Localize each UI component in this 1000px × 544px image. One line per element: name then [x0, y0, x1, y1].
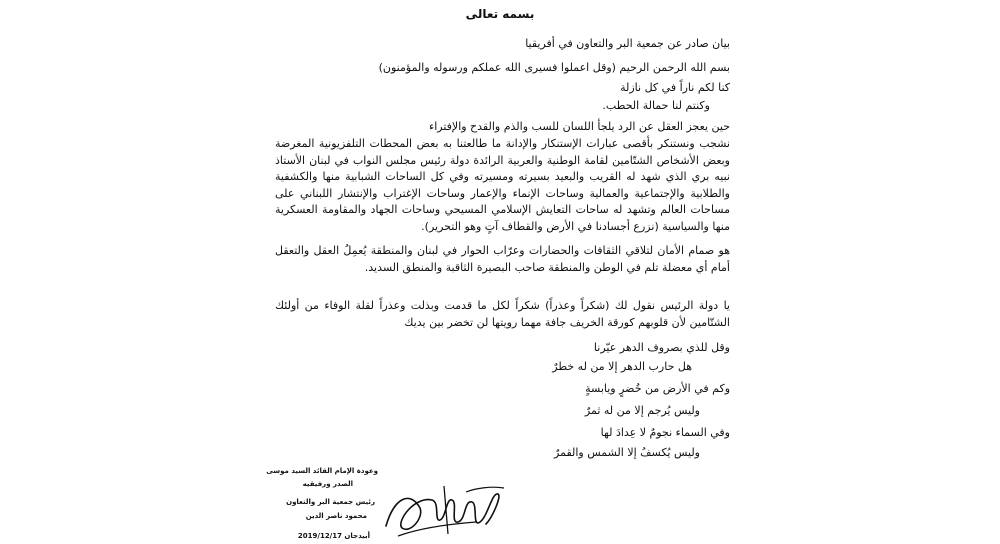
signature-role: رئيس جمعية البر والتعاون — [286, 498, 375, 506]
intro-line: حين يعجز العقل عن الرد يلجأ اللسان للسب والذم والقدح والإفتراء — [429, 120, 730, 133]
poem-line-2: وكم في الأرض من خُضرٍ ويابسةٍ — [585, 382, 730, 395]
basmala-line: بسم الله الرحمن الرحيم (وقل اعملوا فسيرى الله عملكم ورسوله والمؤمنون) — [378, 61, 730, 74]
verse-line-1: كنا لكم ناراً في كل نازلة — [620, 81, 730, 94]
verse-line-2: وكنتم لنا حمالة الحطب. — [602, 99, 710, 112]
paragraph-1: نشجب ونستنكر بأقصى عبارات الإستنكار والإدانة ما طالعتنا به بعض المحطات التلفزيونية المغرضة وبعض الأشخاص الشتّامين لقامة الوطنية والعربية الرائدة دولة رئيس مجلس النواب في لبنان الأستاذ نبيه بري الذي شهد له القريب والبعيد بسيرته ومسيرته وفي كل الساحات الشبابية منها والكشفية والطلابية والإجتماعية والعمالية وساحات الإنماء والإعمار وساحات الإغتراب والإنتشار اللبناني على مساحات العالم وتشهد له ساحات التعايش الإسلامي المسيحي وساحات الجهاد والمقاومة العسكرية منها والسياسية (نزرع أجسادنا في الأرض والقطاف آتٍ وهو التحرير). — [275, 137, 730, 233]
poem-line-3: وليس يُرجم إلا من له ثمرٌ — [584, 404, 700, 417]
paragraph-2: هو صمام الأمان لتلاقي الثقافات والحضارات وعرّاب الحوار في لبنان والمنطقة يُعمِلُ العقل والتعقل أمام أي معضلة تلم في الوطن والمنطقة صاحب البصيرة الثاقبة والمنطق السديد. — [275, 244, 730, 274]
subject-line: بيان صادر عن جمعية البر والتعاون في أفريقيا — [525, 37, 730, 50]
poem-line-5: وليس يُكسفُ إلا الشمس والقمرٌ — [554, 446, 700, 459]
letter-title: بسمه تعالى — [465, 7, 535, 21]
signature-line-2: الصدر ورفيقيه — [302, 480, 353, 488]
poem-line-1: هل حارب الدهر إلا من له خطرٌ — [552, 360, 692, 373]
handwritten-signature — [380, 478, 508, 542]
signature-name: محمود ناصر الدين — [305, 512, 367, 520]
poem-line-4: وفي السماء نجومٌ لا عِدادَ لها — [600, 426, 730, 439]
letter-page — [250, 0, 750, 544]
signature-line-1: وعودة الإمام القائد السيد موسى — [266, 467, 378, 475]
poem-intro: وقل للذي بصروف الدهر عيّرنا — [593, 341, 730, 354]
paragraph-3: يا دولة الرئيس نقول لك (شكراً وعذراً) شكراً لكل ما قدمت وبذلت وعذراً لقلة الوفاء من أولئك الشتّامين لأن قلوبهم كورقة الخريف جافة مهما رويتها لن تخضر بين يديك — [275, 299, 730, 329]
signature-place-date: أبيدجان 2019/12/17 — [297, 532, 370, 540]
